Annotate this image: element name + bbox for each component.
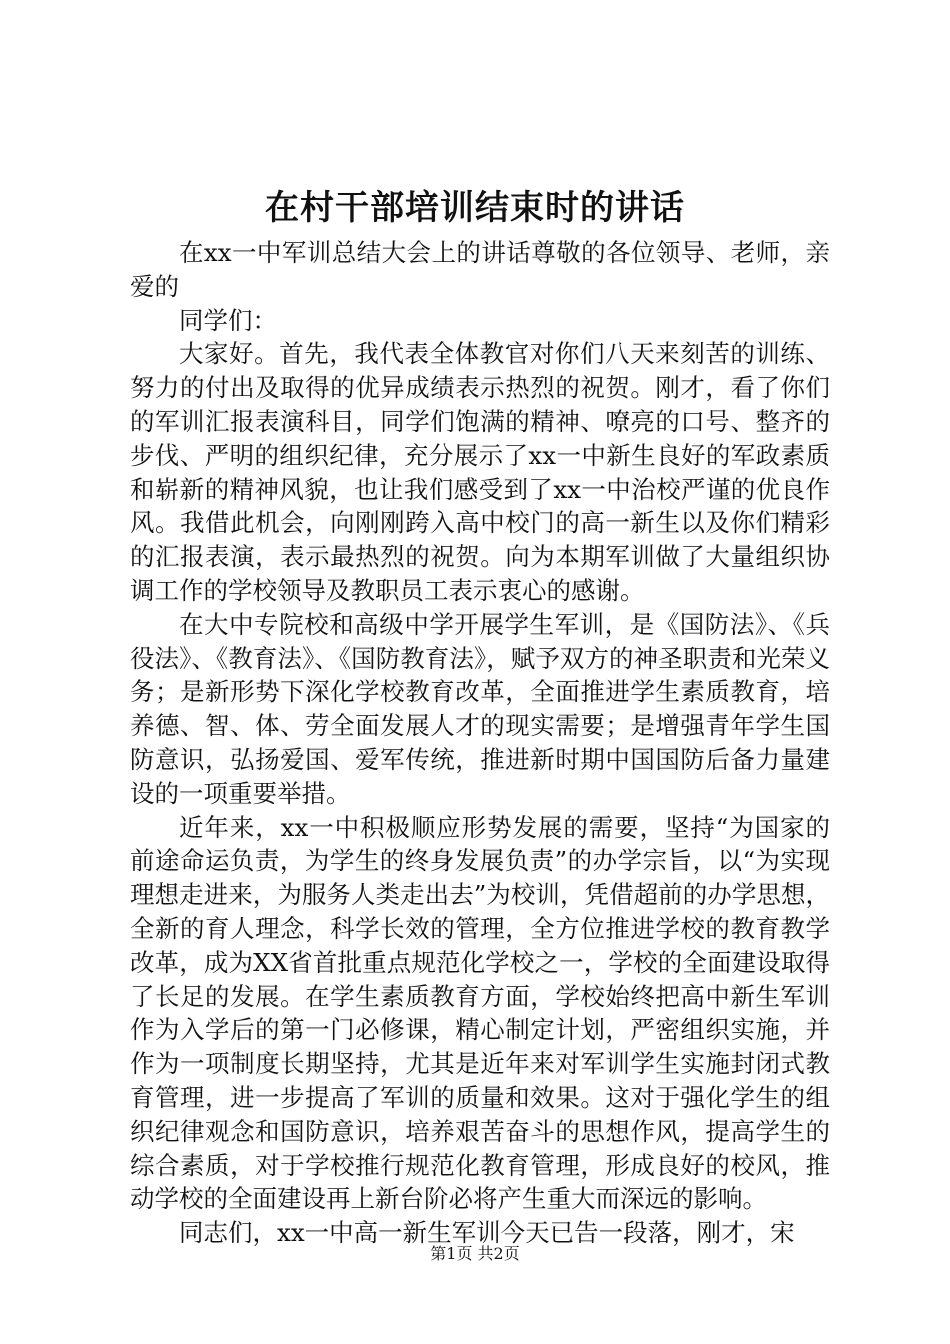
paragraph-congratulations: 大家好。首先，我代表全体教官对你们八天来刻苦的训练、努力的付出及取得的优异成绩表示热烈的祝贺。刚才，看了你们的军训汇报表演科目，同学们饱满的精神、嘹亮的口号、整齐的步伐、严明的组织纪律，充分展示了xx一中新生良好的军政素质和崭新的精神风貌，也让我们感受到了xx一中治校严谨的优良作风。我借此机会，向刚刚跨入高中校门的高一新生以及你们精彩的汇报表演，表示最热烈的祝贺。向为本期军训做了大量组织协调工作的学校领导及教职员工表示衷心的感谢。: [130, 339, 830, 605]
paragraph-salutation: 在xx一中军训总结大会上的讲话尊敬的各位领导、老师，亲爱的: [130, 238, 830, 301]
document-body: [130, 236, 830, 1250]
paragraph-school-development: 近年来，xx一中积极顺应形势发展的需要，坚持“为国家的前途命运负责，为学生的终身发展负责”的办学宗旨，以“为实现理想走进来，为服务人类走出去”为校训，凭借超前的办学思想，全新的育人理念，科学长效的管理，全方位推进学校的教育教学改革，成为XX省首批重点规范化学校之一，学校的全面建设取得了长足的发展。在学生素质教育方面，学校始终把高中新生军训作为入学后的第一门必修课，精心制定计划，严密组织实施，并作为一项制度长期坚持，尤其是近年来对军训学生实施封闭式教育管理，进一步提高了军训的质量和效果。这对于强化学生的组织纪律观念和国防意识，培养艰苦奋斗的思想作风，提高学生的综合素质，对于学校推行规范化教育管理，形成良好的校风，推动学校的全面建设再上新台阶必将产生重大而深远的影响。: [130, 812, 830, 1214]
paragraph-greeting: 同学们：: [179, 305, 277, 335]
document-title: 在村干部培训结束时的讲话: [265, 188, 685, 228]
paragraph-significance: 在大中专院校和高级中学开展学生军训，是《国防法》、《兵役法》、《教育法》、《国防教育法》，赋予双方的神圣职责和光荣义务；是新形势下深化学校教育改革，全面推进学生素质教育，培养德、智、体、劳全面发展人才的现实需要；是增强青年学生国防意识，弘扬爱国、爱军传统，推进新时期中国国防后备力量建设的一项重要举措。: [130, 609, 830, 808]
page-footer: 第1页 共2页: [430, 1244, 520, 1263]
paragraph-conclusion-start: 同志们，xx一中高一新生军训今天已告一段落，刚才，宋: [179, 1218, 795, 1248]
